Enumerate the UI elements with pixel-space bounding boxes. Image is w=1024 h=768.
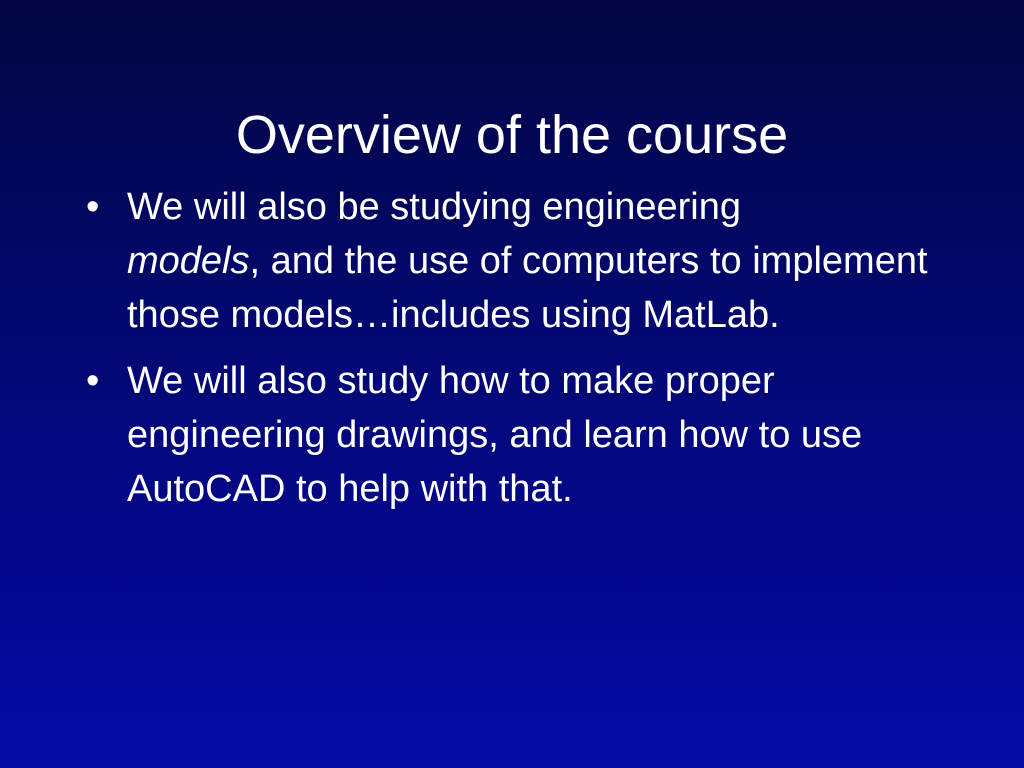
bullet-dot-icon: • [86,186,100,228]
bullet-text-rest: , and the use of computers to implement those models…includes using MatLab. [127,240,928,336]
slide-title: Overview of the course [235,105,789,165]
bullet-list [86,180,946,528]
bullet-text-intro: We will also be studying engineering [127,186,741,228]
bullet-dot-icon: • [86,360,100,402]
bullet-item-models [86,180,946,342]
bullet-item-autocad [86,354,946,516]
bullet-text: We will also study how to make proper engineering drawings, and learn how to use AutoCAD to help with that. [127,360,863,510]
bullet-text-emphasis: models [127,240,250,282]
